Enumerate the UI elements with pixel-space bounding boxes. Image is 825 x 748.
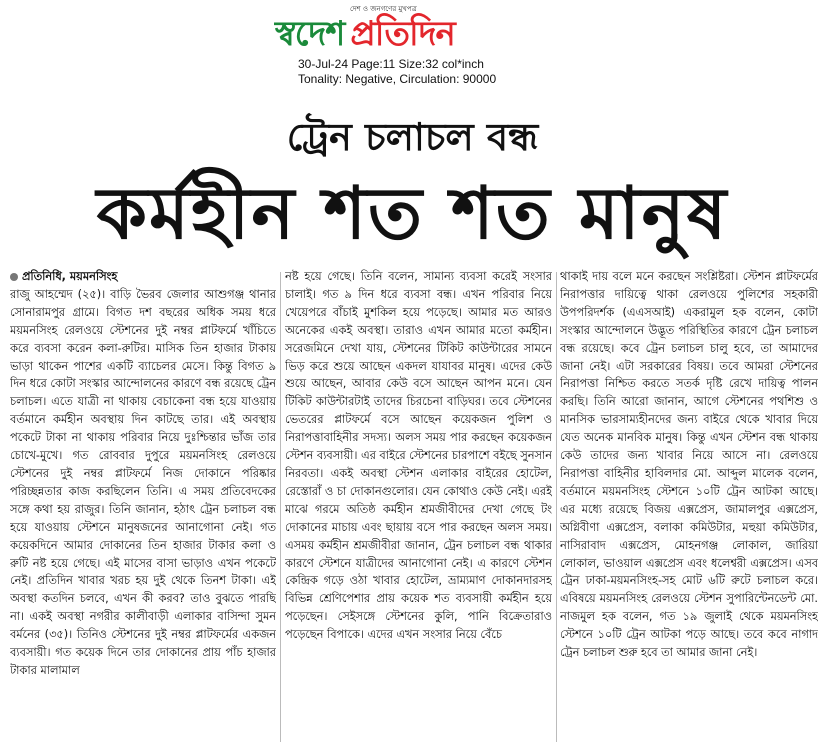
column-3-text: থাকাই দায় বলে মনে করছেন সংশ্লিষ্টরা। স্টেশন প্লাটফর্মের নিরাপত্তার দায়িত্বে থাকা রেলওয়ে পুলিশের সহকারী উপপরিদর্শক (এএসআই) একরামুল হক বলেন, কোটা সংস্কার আন্দোলনে উদ্ভূত পরিস্থিতির কারণে ট্রেন চলাচল বন্ধ রয়েছে। কবে ট্রেন চলাচল চালু হবে, তা আমাদের জানা নেই। এটা সরকারের বিষয়। তবে আমরা স্টেশনের নিরাপত্তা নিশ্চিত করতে সতর্ক দৃষ্টি রেখে দায়িত্ব পালন করছি। তিনি আরো জানান, আগে স্টেশনের পথশিশু ও মানসিক ভারসাম্যহীনদের জন্য বাইরে থেকে খাবার দিয়ে যেত অনেক মানবিক মানুষ। কিন্তু এখন স্টেশন বন্ধ থাকায় কেউ তাদের জন্য খাবার নিয়ে আসে না। রেলওয়ে নিরাপত্তা বাহিনীর হাবিলদার মো. আব্দুল মালেক বলেন, বর্তমানে ময়মনসিংহ স্টেশনে ১০টি ট্রেন আটকা আছে। এর মধ্যে রয়েছে বিজয় এক্সপ্রেস, জামালপুর এক্সপ্রেস, অগ্নিবীণা এক্সপ্রেস, বলাকা কমিউটার, মহুয়া কমিউটার, নাসিরাবাদ এক্সপ্রেস, মোহনগঞ্জ লোকাল, জারিয়া লোকাল, ভাওয়াল এক্সপ্রেস এবং ধলেশ্বরী এক্সপ্রেস। এসব ট্রেন ঢাকা-ময়মনসিংহ-সহ মোট ৬টি রুটে চলাচল করে। এবিষয়ে ময়মনসিংহ রেলওয়ে স্টেশন সুপারিন্টেনডেন্ট মো. নাজমুল হক বলেন, গত ১৯ জুলাই থেকে ময়মনসিংহ স্টেশনে ১০টি ট্রেন আটকা পড়ে আছে। তবে কবে নাগাদ ট্রেন চলাচল শুরু হবে তা আমার জানা নেই। xyxy=(560,270,818,660)
column-2-text: নষ্ট হয়ে গেছে। তিনি বলেন, সামান্য ব্যবসা করেই সংসার চালাই। গত ৯ দিন ধরে ব্যবসা বন্ধ। এখন পরিবার নিয়ে খেয়েপরে বাঁচাই মুশকিল হয়ে পড়েছে। আমার মত আরও অনেকের একই অবস্থা। তারাও এখন আমার মতো কর্মহীন। সরেজমিনে দেখা যায়, স্টেশনের টিকিট কাউন্টারের সামনে ভিড় করে শুয়ে আছেন একদল যাযাবর মানুষ। এদের কেউ শুয়ে আছেন, আবার কেউ বসে আছেন আপন মনে। যেন টিকিট কাউন্টারটাই তাদের চিরচেনা বাড়িঘর। তবে স্টেশনের ভেতরের প্লাটফর্মে বসে আছেন কয়েকজন পুলিশ ও নিরাপত্তাবাহিনীর সদস্য। অলস সময় পার করছেন কয়েকজন স্টেশন ব্যবসায়ী। এর বাইরে স্টেশনের চারপাশে বইছে সুনসান নিরবতা। একই অবস্থা স্টেশন এলাকার বাইরের হোটেল, রেস্তোরাঁ ও চা দোকানগুলোর। যেন কোথাও কেউ নেই। এরই মাঝে গরমে অতিষ্ঠ কর্মহীন শ্রমজীবীদের দেখা গেছে টং দোকানের মাচায় এবং ছায়ায় বসে পার করছেন অলস সময়। এসময় কর্মহীন শ্রমজীবীরা জানান, ট্রেন চলাচল বন্ধ থাকার কারণে স্টেশনে যাত্রীদের আনাগোনা নেই। এ কারণে স্টেশন কেন্দ্রিক গড়ে ওঠা খাবার হোটেল, ভ্রাম্যমাণ দোকানদারসহ বিভিন্ন শ্রেণিপেশার প্রায় কয়েক শত ব্যবসায়ী কর্মহীন হয়ে পড়েছেন। সেইসঙ্গে স্টেশনের কুলি, পানি বিক্রেতারাও পড়েছেন বিপাকে। এদের এখন সংসার নিয়ে বেঁচে xyxy=(285,270,552,642)
article-byline xyxy=(10,268,276,286)
article-column-3 xyxy=(560,268,818,748)
logo-part-1: স্বদেশ xyxy=(275,14,345,54)
bullet-icon xyxy=(10,273,18,281)
article-column-1 xyxy=(10,268,276,748)
article-headline: কর্মহীন শত শত মানুষ xyxy=(96,171,729,255)
article-kicker: ট্রেন চলাচল বন্ধ xyxy=(286,115,539,159)
column-divider xyxy=(280,272,281,742)
masthead-tagline: দেশ ও জনগণের মুখপত্র xyxy=(350,5,417,13)
meta-tonality-circulation: Tonality: Negative, Circulation: 90000 xyxy=(298,72,497,86)
masthead xyxy=(0,0,825,95)
byline-text: প্রতিনিধি, ময়মনসিংহ xyxy=(22,270,118,283)
logo-part-2: প্রতিদিন xyxy=(350,14,455,54)
article-column-2 xyxy=(285,268,552,748)
column-1-text: রাজু আহম্মেদ (২৫)। বাড়ি ভৈরব জেলার আশুগঞ্জ থানার সোনারামপুর গ্রামে। বিগত দশ বছরের অধিক সময় ধরে ময়মনসিংহ রেলওয়ে স্টেশনের দুই নম্বর প্লাটফর্মে খাঁচিতে করে ব্যবসা করেন কলা-রুটির। মাসিক তিন হাজার টাকায় ভাড়া থাকেন পাশের একটি ব্যাচেলর মেসে। কিন্তু বিগত ৯ দিন ধরে কোটা সংস্কার আন্দোলনের কারণে বন্ধ রয়েছে ট্রেন চলাচল। এতে যাত্রী না থাকায় বেচাকেনা বন্ধ হয়ে যাওয়ায় বর্তমানে কর্মহীন অবস্থায় দিন কাটছে তার। এই অবস্থায় পকেটে টাকা না থাকায় পরিবার নিয়ে দুঃশ্চিন্তার ভাঁজ তার চোখে-মুখে। গত রোববার দুপুরে ময়মনসিংহ রেলওয়ে স্টেশনের দুই নম্বর প্লাটফর্মে নিজ দোকানে পরিষ্কার পরিচ্ছন্নতার কাজ করছিলেন তিনি। এ সময় প্রতিবেদকের সঙ্গে কথা হয় রাজুর। তিনি জানান, হঠাৎ ট্রেন চলাচল বন্ধ হয়ে যাওয়ায় স্টেশনে মানুষজনের আনাগোনা নেই। গত কয়েকদিনে আমার দোকানের তিন হাজার টাকার কলা ও রুটি নষ্ট হয়ে গেছে। এই মাসের বাসা ভাড়াও এখন পকেটে নেই। প্রতিদিন খাবার খরচ হয় দুই থেকে তিনশ টাকা। এই অবস্থা কতদিন চলবে, এখন কী করব? তাও বুঝতে পারছি না। একই অবস্থা নগরীর কালীবাড়ী এলাকার বাসিন্দা সুমন বর্মনের (৩৫)। তিনিও স্টেশনের দুই নম্বর প্লাটফর্মের একজন ব্যবসায়ী। গত কয়েক দিনে তার দোকানের প্রায় পাঁচ হাজার টাকার মালামাল xyxy=(10,287,276,677)
column-divider xyxy=(556,272,557,742)
clipping-metadata xyxy=(298,57,538,87)
meta-date-page-size: 30-Jul-24 Page:11 Size:32 col*inch xyxy=(298,57,484,71)
